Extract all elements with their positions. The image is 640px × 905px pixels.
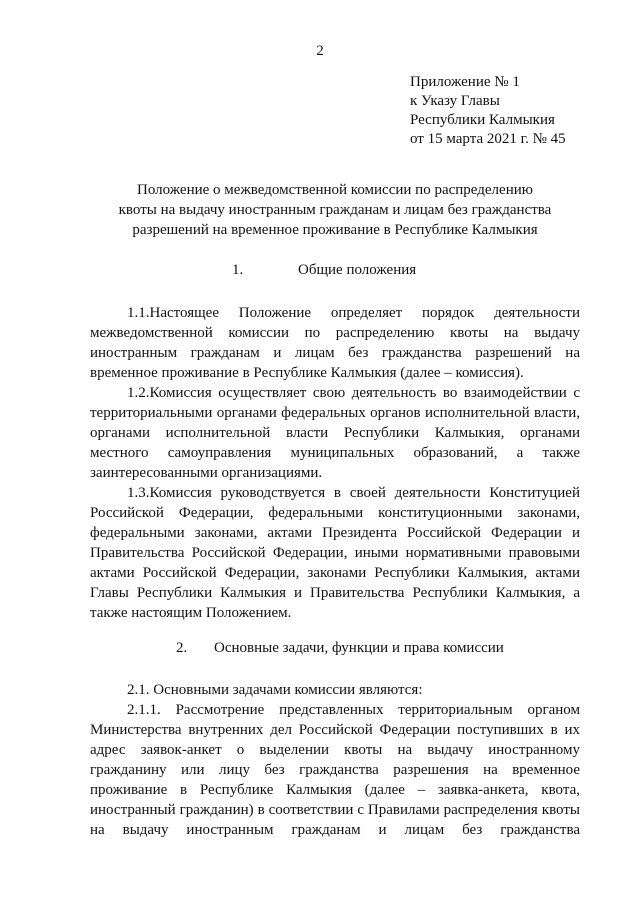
title-line: Положение о межведомственной комиссии по распределению	[137, 182, 533, 198]
section-1-body	[90, 303, 580, 623]
paragraph: 1.1.Настоящее Положение определяет порядок деятельности межведомственной комиссии по распределению квоты на выдачу иностранным гражданам и лицам без гражданства разрешений на временное проживание в Республике Калмыкия (далее – комиссия).	[90, 305, 580, 381]
attachment-line: к Указу Главы	[410, 93, 500, 109]
attachment-line: Приложение № 1	[410, 74, 520, 90]
section-title: Общие положения	[298, 262, 417, 278]
section-number: 2.	[176, 640, 188, 656]
page-number: 2	[316, 43, 324, 59]
document-title	[0, 180, 640, 240]
paragraph: 1.3.Комиссия руководствуется в своей деятельности Конституцией Российской Федерации, федеральными конституционными законами, федеральными законами, актами Президента Российской Федерации и Правительства Российской Федерации, иными нормативными правовыми актами Российской Федерации, законами Республики Калмыкия, актами Главы Республики Калмыкия и Правительства Республики Калмыкия, а также настоящим Положением.	[90, 485, 580, 621]
attachment-line: Республики Калмыкия	[410, 112, 555, 128]
attachment-block	[410, 73, 566, 149]
paragraph: 2.1. Основными задачами комиссии являются:	[127, 682, 423, 698]
section-number: 1.	[232, 262, 244, 278]
title-line: разрешений на временное проживание в Республике Калмыкия	[132, 222, 538, 238]
section-title: Основные задачи, функции и права комиссии	[214, 640, 504, 656]
paragraph: 1.2.Комиссия осуществляет свою деятельность во взаимодействии с территориальными органами федеральных органов исполнительной власти, органами исполнительной власти Республики Калмыкия, органами местного самоуправления муниципальных образований, а также заинтересованными организациями.	[90, 385, 580, 481]
section-2-body	[90, 680, 580, 840]
paragraph: 2.1.1. Рассмотрение представленных территориальным органом Министерства внутренних дел Российской Федерации поступивших в их адрес заявок-анкет о выделении квоты на выдачу иностранному гражданину или лицу без гражданства разрешения на временное проживание в Республике Калмыкия (далее – заявка-анкета, квота, иностранный гражданин) в соответствии с Правилами распределения квоты на выдачу иностранным гражданам и лицам без гражданства	[90, 702, 580, 838]
attachment-line: от 15 марта 2021 г. № 45	[410, 131, 566, 147]
title-line: квоты на выдачу иностранным гражданам и лицам без гражданства	[118, 202, 552, 218]
